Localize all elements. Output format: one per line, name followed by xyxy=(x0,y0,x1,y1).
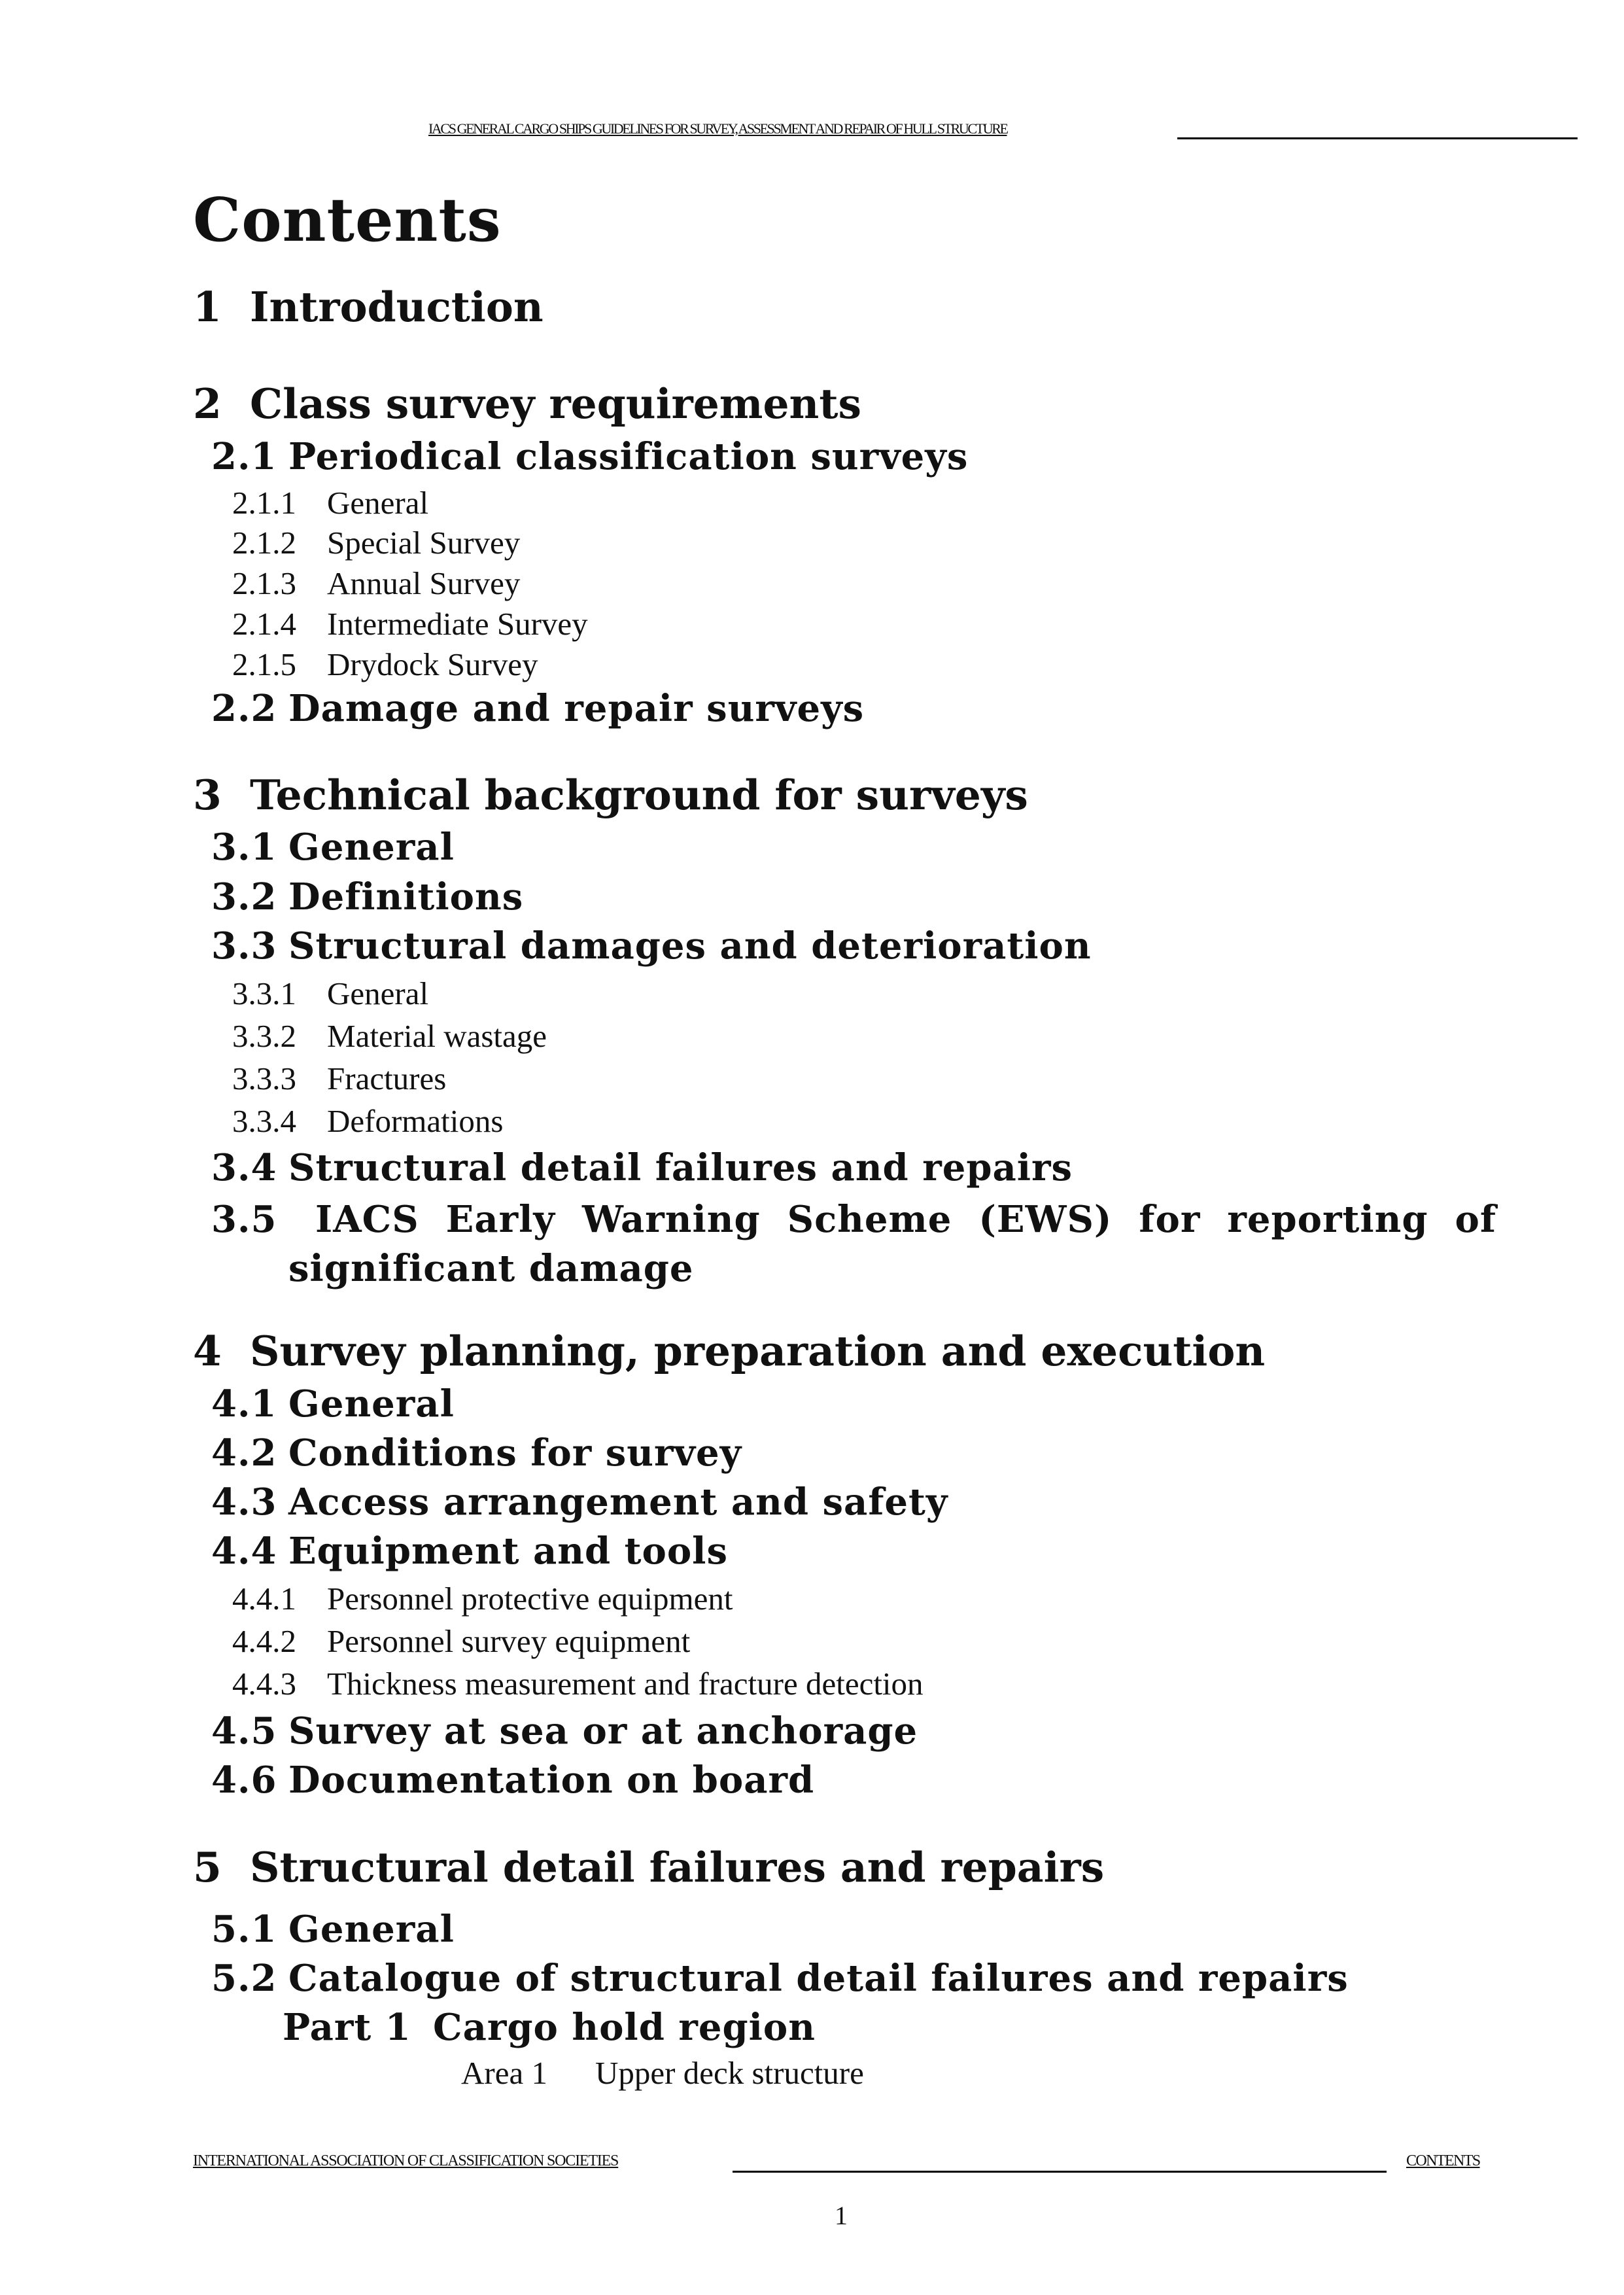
toc-number: 3.3 xyxy=(211,924,277,968)
toc-word: for xyxy=(1139,1198,1201,1241)
toc-title: General xyxy=(288,1908,455,1951)
toc-entry-2-1-1[interactable] xyxy=(232,484,428,521)
toc-entry-2[interactable] xyxy=(193,379,861,428)
toc-number: 3.4 xyxy=(211,1146,277,1189)
toc-number: 2.1.5 xyxy=(232,646,296,682)
header-rule xyxy=(1177,137,1578,139)
toc-title: General xyxy=(288,826,455,869)
toc-entry-3-3-3[interactable] xyxy=(232,1060,446,1097)
toc-entry-area-1[interactable] xyxy=(461,2054,864,2092)
toc-title: Special Survey xyxy=(327,525,521,561)
toc-entry-4-4-2[interactable] xyxy=(232,1622,690,1660)
toc-title: Documentation on board xyxy=(288,1759,815,1802)
toc-entry-4-2[interactable] xyxy=(211,1431,742,1475)
toc-title: Definitions xyxy=(288,875,524,919)
toc-entry-4-6[interactable] xyxy=(211,1759,814,1802)
toc-number: 3.5 xyxy=(211,1198,277,1241)
toc-title: Class survey requirements xyxy=(250,379,861,428)
toc-entry-4-4[interactable] xyxy=(211,1530,728,1573)
toc-title: General xyxy=(327,485,429,521)
toc-title: Material wastage xyxy=(327,1018,547,1054)
toc-title: Access arrangement and safety xyxy=(288,1480,948,1524)
toc-title: Structural damages and deterioration xyxy=(288,924,1092,968)
toc-number: 4.1 xyxy=(211,1382,277,1426)
toc-word: IACS xyxy=(315,1198,419,1241)
toc-number: 2.1.4 xyxy=(232,606,296,642)
toc-number: 1 xyxy=(193,283,222,331)
toc-word: (EWS) xyxy=(978,1198,1113,1241)
toc-entry-5-2[interactable] xyxy=(211,1957,1349,2000)
toc-number: 2 xyxy=(193,379,222,428)
toc-title: Periodical classification surveys xyxy=(288,435,969,478)
toc-entry-2-1[interactable] xyxy=(211,435,968,478)
toc-number: 4.4 xyxy=(211,1530,277,1573)
toc-title: Conditions for survey xyxy=(288,1431,742,1475)
toc-word: Early xyxy=(445,1198,555,1241)
toc-number: 3 xyxy=(193,771,222,819)
toc-entry-4-1[interactable] xyxy=(211,1382,455,1426)
toc-entry-4-5[interactable] xyxy=(211,1709,918,1753)
footer-organization: INTERNATIONAL ASSOCIATION OF CLASSIFICATION SOCIETIES xyxy=(193,2152,619,2169)
toc-number: 4.5 xyxy=(211,1709,277,1753)
toc-title: Equipment and tools xyxy=(288,1530,728,1573)
toc-number: 2.1.3 xyxy=(232,565,296,601)
toc-title: Structural detail failures and repairs xyxy=(288,1146,1073,1189)
toc-number: 4.2 xyxy=(211,1431,277,1475)
toc-title: Introduction xyxy=(250,283,544,331)
toc-number: 4.4.2 xyxy=(232,1623,296,1659)
toc-title: Fractures xyxy=(327,1060,447,1096)
toc-entry-4-3[interactable] xyxy=(211,1480,948,1524)
toc-number: 4.6 xyxy=(211,1759,277,1802)
toc-number: 3.3.4 xyxy=(232,1103,296,1139)
toc-entry-3-3-4[interactable] xyxy=(232,1102,503,1140)
toc-title: Survey at sea or at anchorage xyxy=(288,1709,918,1753)
toc-word: of xyxy=(1455,1198,1496,1241)
toc-word: Warning xyxy=(581,1198,761,1241)
toc-entry-3-3[interactable] xyxy=(211,924,1092,968)
toc-title: Technical background for surveys xyxy=(250,771,1028,819)
toc-title: Deformations xyxy=(327,1103,504,1139)
toc-title: Thickness measurement and fracture detection xyxy=(327,1666,924,1702)
toc-number: 2.2 xyxy=(211,687,277,730)
toc-title: Damage and repair surveys xyxy=(288,687,865,730)
toc-word: Scheme xyxy=(787,1198,952,1241)
toc-title: Upper deck structure xyxy=(595,2055,864,2091)
toc-area-label: Area 1 xyxy=(461,2055,547,2091)
toc-entry-2-1-3[interactable] xyxy=(232,565,520,602)
toc-entry-part-1[interactable] xyxy=(283,2006,816,2049)
toc-title: Personnel survey equipment xyxy=(327,1623,691,1659)
toc-number: 2.1 xyxy=(211,435,277,478)
toc-title: Annual Survey xyxy=(327,565,521,601)
toc-number: 2.1.2 xyxy=(232,525,296,561)
page-title: Contents xyxy=(193,184,502,255)
toc-entry-3-3-1[interactable] xyxy=(232,975,428,1012)
toc-entry-3-5[interactable] xyxy=(211,1195,1496,1293)
toc-title: Drydock Survey xyxy=(327,646,538,682)
toc-entry-2-1-2[interactable] xyxy=(232,524,520,561)
toc-number: 5.1 xyxy=(211,1908,277,1951)
toc-number: 3.3.1 xyxy=(232,975,296,1011)
toc-number: 4.4.3 xyxy=(232,1666,296,1702)
toc-title: General xyxy=(327,975,429,1011)
toc-title: Catalogue of structural detail failures and repairs xyxy=(288,1957,1349,2000)
toc-number: 5.2 xyxy=(211,1957,277,2000)
toc-title: Survey planning, preparation and execution xyxy=(250,1327,1266,1375)
footer-section-label: CONTENTS xyxy=(1406,2152,1480,2169)
toc-number: 5 xyxy=(193,1843,222,1891)
toc-entry-3[interactable] xyxy=(193,771,1028,819)
toc-entry-5[interactable] xyxy=(193,1843,1104,1891)
toc-title: Structural detail failures and repairs xyxy=(250,1843,1105,1891)
toc-entry-3-5-line2: significant damage xyxy=(288,1247,694,1290)
toc-part-label: Part 1 xyxy=(283,2006,411,2049)
toc-entry-4-4-3[interactable] xyxy=(232,1665,924,1702)
toc-number: 4.3 xyxy=(211,1480,277,1524)
running-header: IACS GENERAL CARGO SHIPS GUIDELINES FOR SURVEY, ASSESSMENT AND REPAIR OF HULL STRUCTURE xyxy=(428,120,1007,137)
toc-title: Intermediate Survey xyxy=(327,606,588,642)
toc-word: reporting xyxy=(1227,1198,1428,1241)
toc-title: Cargo hold region xyxy=(433,2006,816,2049)
toc-entry-2-1-5[interactable] xyxy=(232,646,538,683)
page-number: 1 xyxy=(835,2201,848,2230)
toc-entry-3-5-line1 xyxy=(211,1195,1496,1244)
toc-title: Personnel protective equipment xyxy=(327,1581,733,1617)
toc-entry-2-2[interactable] xyxy=(211,687,864,730)
toc-entry-4[interactable] xyxy=(193,1327,1265,1375)
toc-number: 2.1.1 xyxy=(232,485,296,521)
footer-rule xyxy=(733,2171,1387,2173)
toc-entry-3-4[interactable] xyxy=(211,1146,1073,1189)
toc-entry-2-1-4[interactable] xyxy=(232,605,588,642)
toc-entry-1[interactable] xyxy=(193,283,544,331)
toc-number: 3.2 xyxy=(211,875,277,919)
toc-number: 4.4.1 xyxy=(232,1581,296,1617)
toc-entry-3-1[interactable] xyxy=(211,826,455,869)
toc-entry-3-3-2[interactable] xyxy=(232,1017,547,1055)
toc-number: 3.1 xyxy=(211,826,277,869)
toc-entry-5-1[interactable] xyxy=(211,1908,455,1951)
toc-entry-3-2[interactable] xyxy=(211,875,523,919)
toc-number: 3.3.3 xyxy=(232,1060,296,1096)
toc-title: General xyxy=(288,1382,455,1426)
toc-entry-4-4-1[interactable] xyxy=(232,1580,733,1617)
toc-number: 4 xyxy=(193,1327,222,1375)
toc-number: 3.3.2 xyxy=(232,1018,296,1054)
